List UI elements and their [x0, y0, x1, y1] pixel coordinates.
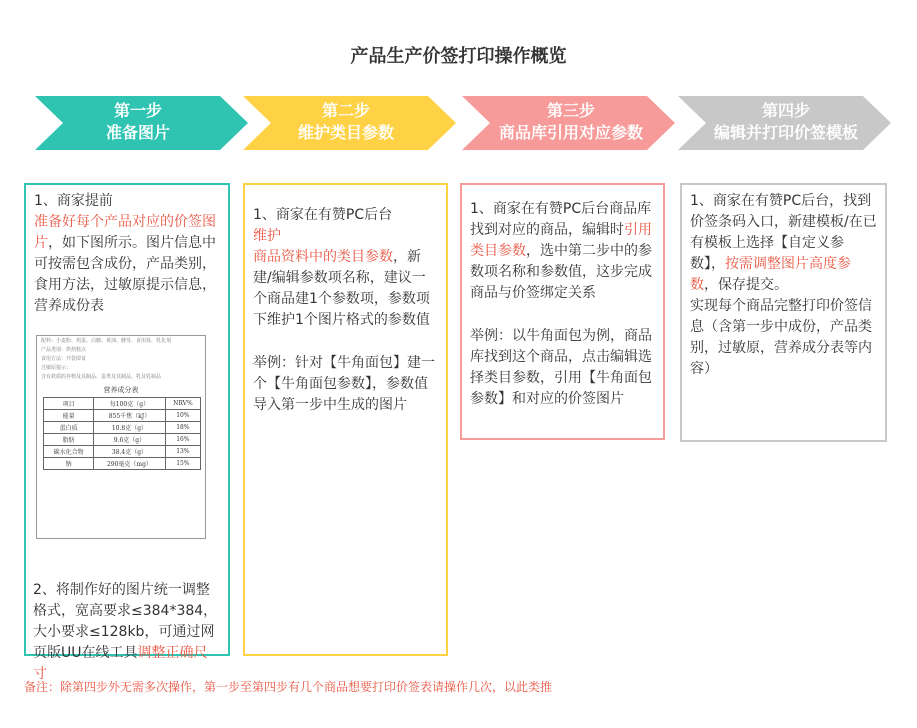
table-row: 碳水化合物 38.4克（g） 13% — [44, 446, 201, 458]
table-row: 钠 290毫克（mg） 15% — [44, 458, 201, 470]
table-row: 蛋白质 10.8克（g） 18% — [44, 422, 201, 434]
step-3-paragraph-1: 1、商家在有赞PC后台商品库找到对应的商品，编辑时引用类目参数，选中第二步中的参数项名称和参数值，这步完成商品与价签绑定关系 — [470, 201, 652, 301]
step-2-paragraph-1: 1、商家在有赞PC后台 维护 商品资料中的类目参数，新建/编辑参数项名称，建议一个商品建1个参数项，参数项下维护1个图片格式的参数值 — [253, 207, 430, 328]
step-4-label — [696, 100, 876, 146]
nutrition-table-title: 营养成分表 — [103, 386, 139, 394]
step-1-paragraph-2: 2、将制作好的图片统一调整格式，宽高要求≤384*384，大小要求≤128kb，可通过网页版UU在线工具调整正确尺寸 — [33, 582, 218, 682]
page-title: 产品生产价签打印操作概览 — [350, 46, 567, 67]
footnote: 备注：除第四步外无需多次操作，第一步至第四步有几个商品想要打印价签表请操作几次，以此类推 — [24, 680, 553, 694]
nutrition-table — [43, 397, 201, 470]
step-4-name: 编辑并打印价签模板 — [713, 123, 858, 142]
table-row: 脂肪 9.6克（g） 16% — [44, 434, 201, 446]
table-row: 能量 855千焦（kJ） 10% — [44, 410, 201, 422]
price-label-sample-image: 配料：小麦粉、鸡蛋、白糖、黄油、酵母、食用盐、乳化剂 产品类别：烘焙糕点 食用方法：开袋即食 过敏原提示： 含有麸质的谷物及其制品、蛋类及其制品、乳及乳制品 营养成分表 项目 每100克（g） NRV% 能量 855千焦（kJ） 10% 蛋白质 10.8克（g） 18% 脂肪 9.6克（g） 16% 碳水化合物 38.4克（g） 13% 钠 290毫克（mg） 15% — [36, 335, 206, 539]
step-4-paragraph-1: 1、商家在有赞PC后台，找到价签条码入口，新建模板/在已有模板上选择【自定义参数】，按需调整图片高度参数，保存提交。 — [690, 193, 877, 293]
step-2-name: 维护类目参数 — [297, 123, 394, 142]
step-3-name: 商品库引用对应参数 — [498, 123, 643, 142]
step-2-label — [271, 100, 421, 146]
step-4-box — [680, 183, 887, 442]
step-3-num: 第三步 — [546, 101, 595, 120]
step-4-num: 第四步 — [761, 101, 810, 120]
step-1-paragraph-1: 1、商家提前 准备好每个产品对应的价签图片，如下图所示。图片信息中可按需包含成份，产品类别，食用方法，过敏原提示信息，营养成份表 — [34, 193, 216, 314]
step-4-paragraph-2: 实现每个商品完整打印价签信息（含第一步中成份，产品类别，过敏原，营养成分表等内容） — [690, 298, 872, 377]
step-1-name: 准备图片 — [105, 123, 170, 142]
step-2-num: 第二步 — [321, 101, 370, 120]
table-row: 项目 每100克（g） NRV% — [44, 398, 201, 410]
step-2-box — [243, 183, 448, 656]
step-3-label — [482, 100, 660, 146]
step-1-num: 第一步 — [113, 101, 162, 120]
step-1-label — [63, 100, 213, 146]
step-2-paragraph-2: 举例：针对【牛角面包】建一个【牛角面包参数】，参数值导入第一步中生成的图片 — [253, 355, 435, 413]
step-3-box — [460, 183, 665, 440]
step-3-paragraph-2: 举例：以牛角面包为例，商品库找到这个商品，点击编辑选择类目参数，引用【牛角面包参数】和对应的价签图片 — [470, 328, 652, 407]
